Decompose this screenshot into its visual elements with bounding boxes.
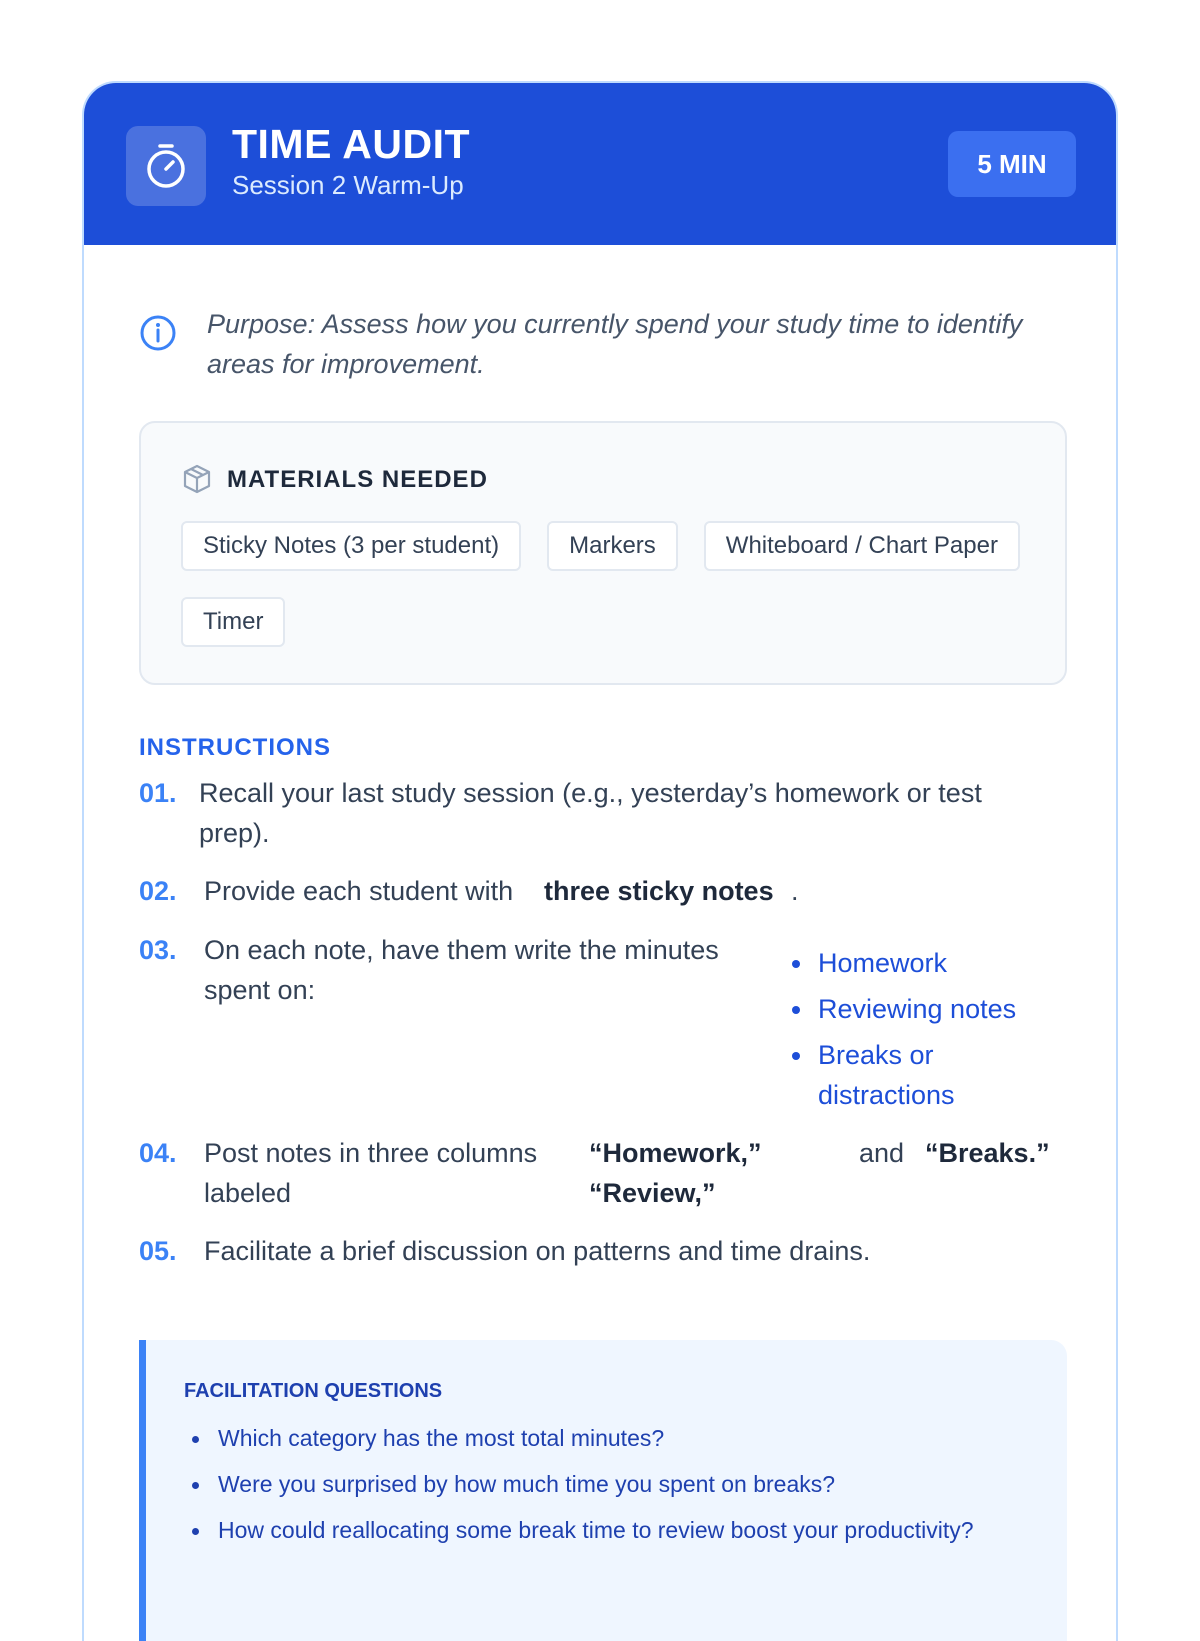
question-item: Were you surprised by how much time you spent on breaks? <box>184 1468 1004 1501</box>
step-text: Recall your last study session (e.g., yesterday’s homework or test prep). <box>199 778 982 848</box>
question-item: How could reallocating some break time to review boost your productivity? <box>184 1514 1004 1547</box>
instruction-step-2 <box>139 871 1067 911</box>
instruction-step-1 <box>139 773 1067 853</box>
materials-title: MATERIALS NEEDED <box>227 466 488 493</box>
step-text: Post notes in three columns labeled <box>204 1138 538 1208</box>
facilitation-title: FACILITATION QUESTIONS <box>184 1380 443 1402</box>
material-chip: Timer <box>181 597 285 647</box>
purpose-text: Purpose: Assess how you currently spend your study time to identify areas for improvement. <box>207 309 1023 379</box>
instruction-step-4 <box>139 1133 1067 1213</box>
category-list <box>788 943 1048 1121</box>
step-text: and <box>859 1138 905 1168</box>
step-number: 03. <box>139 935 177 965</box>
facilitation-questions <box>184 1422 1004 1560</box>
page-title: TIME AUDIT <box>232 121 471 167</box>
card-header <box>84 83 1116 245</box>
material-chip: Whiteboard / Chart Paper <box>704 521 1020 571</box>
category-item: Reviewing notes <box>788 989 1048 1029</box>
duration-badge: 5 MIN <box>948 131 1076 197</box>
activity-card <box>82 81 1118 1641</box>
step-bold-text: three sticky notes <box>544 876 774 906</box>
step-text: On each note, have them write the minutes spent on: <box>204 935 719 1005</box>
materials-panel <box>139 421 1067 685</box>
instruction-step-3 <box>139 930 1067 1120</box>
instruction-step-5 <box>139 1231 1067 1271</box>
step-number: 05. <box>139 1236 177 1266</box>
step-number: 01. <box>139 778 177 808</box>
step-text: . <box>791 876 799 906</box>
materials-list <box>181 521 1041 647</box>
step-number: 04. <box>139 1138 177 1168</box>
step-text: Provide each student with <box>204 876 514 906</box>
material-chip: Markers <box>547 521 678 571</box>
instructions-title: INSTRUCTIONS <box>139 734 331 761</box>
step-text: Facilitate a brief discussion on patterns and time drains. <box>204 1236 871 1266</box>
stopwatch-icon <box>126 126 206 206</box>
step-number: 02. <box>139 876 177 906</box>
category-item: Breaks or distractions <box>788 1035 1048 1115</box>
box-icon <box>181 463 213 500</box>
page-subtitle: Session 2 Warm-Up <box>232 170 464 200</box>
facilitation-panel <box>139 1340 1067 1641</box>
step-bold-text: “Breaks.” <box>925 1138 1050 1168</box>
material-chip: Sticky Notes (3 per student) <box>181 521 521 571</box>
info-icon <box>139 314 177 357</box>
category-item: Homework <box>788 943 1048 983</box>
question-item: Which category has the most total minutes? <box>184 1422 1004 1455</box>
step-bold-text: “Homework,” “Review,” <box>589 1138 762 1208</box>
